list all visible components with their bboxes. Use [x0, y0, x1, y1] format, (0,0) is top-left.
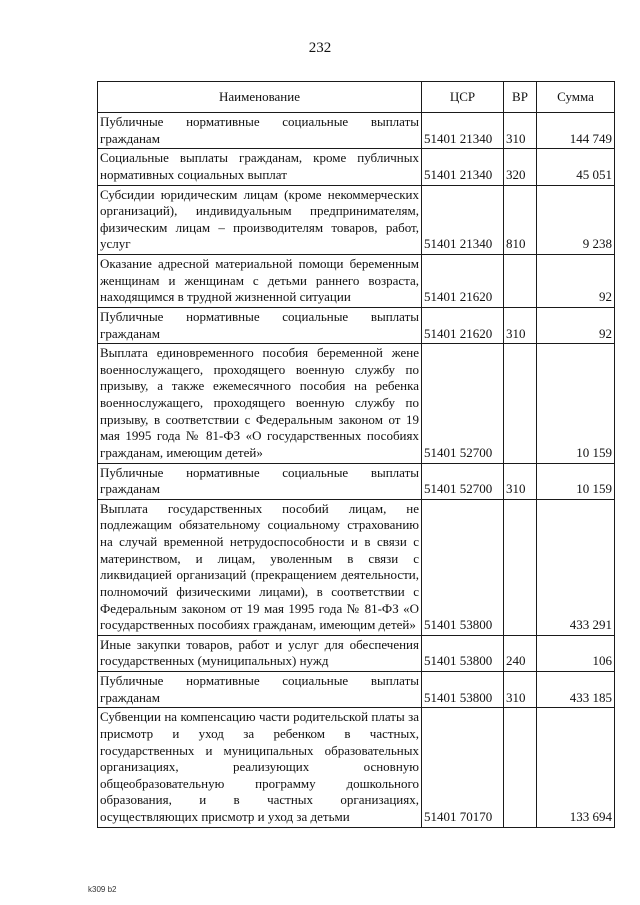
table-row — [98, 113, 615, 149]
row-sum: 433 185 — [537, 672, 615, 708]
row-vr: 310 — [504, 463, 537, 499]
header-csr: ЦСР — [422, 82, 504, 113]
table-row — [98, 344, 615, 463]
row-name: Выплата государственных пособий лицам, не подлежащим обязательному социальному страхованию на случай временной нетрудоспособности и в связи с материнством, и лицам, уволенным в связи с ликвидацией организаций (прекращением деятельности, полномочий физическими лицами), в соответствии с Федеральным законом от 19 мая 1995 года № 81-ФЗ «О государственных пособиях гражданам, имеющим детей» — [98, 499, 422, 635]
header-row — [98, 82, 615, 113]
header-sum: Сумма — [537, 82, 615, 113]
row-csr: 51401 21620 — [422, 307, 504, 343]
row-vr: 240 — [504, 635, 537, 671]
footer-code: k309 b2 — [88, 885, 117, 894]
header-name: Наименование — [98, 82, 422, 113]
row-csr: 51401 21340 — [422, 185, 504, 255]
row-sum: 144 749 — [537, 113, 615, 149]
row-vr — [504, 255, 537, 308]
row-sum: 10 159 — [537, 344, 615, 463]
row-sum: 9 238 — [537, 185, 615, 255]
row-sum: 92 — [537, 307, 615, 343]
budget-table — [97, 81, 615, 828]
row-sum: 92 — [537, 255, 615, 308]
row-name: Субвенции на компенсацию части родительской платы за присмотр и уход за ребенком в частных, государственных и муниципальных образовательных организациях, реализующих основную общеобразовательную программу дошкольного образования, и в частных организациях, осуществляющих присмотр и уход за детьми — [98, 708, 422, 827]
table-header — [98, 82, 615, 113]
table-row — [98, 672, 615, 708]
row-sum: 106 — [537, 635, 615, 671]
page-number: 232 — [308, 40, 332, 56]
row-csr: 51401 52700 — [422, 344, 504, 463]
row-sum: 45 051 — [537, 149, 615, 185]
row-vr: 310 — [504, 672, 537, 708]
table-row — [98, 307, 615, 343]
row-vr — [504, 499, 537, 635]
table-row — [98, 635, 615, 671]
table-row — [98, 708, 615, 827]
table-row — [98, 463, 615, 499]
row-name: Иные закупки товаров, работ и услуг для обеспечения государственных (муниципальных) нужд — [98, 635, 422, 671]
row-vr — [504, 344, 537, 463]
row-vr: 310 — [504, 307, 537, 343]
row-csr: 51401 53800 — [422, 499, 504, 635]
row-name: Субсидии юридическим лицам (кроме некоммерческих организаций), индивидуальным предпринимателям, физическим лицам – производителям товаров, работ, услуг — [98, 185, 422, 255]
row-csr: 51401 21620 — [422, 255, 504, 308]
table-body — [98, 113, 615, 828]
row-name: Оказание адресной материальной помощи беременным женщинам и женщинам с детьми раннего возраста, находящимся в трудной жизненной ситуации — [98, 255, 422, 308]
row-sum: 133 694 — [537, 708, 615, 827]
row-vr: 320 — [504, 149, 537, 185]
table-row — [98, 149, 615, 185]
row-sum: 10 159 — [537, 463, 615, 499]
row-name: Выплата единовременного пособия беременной жене военнослужащего, проходящего военную службу по призыву, а также ежемесячного пособия на ребенка военнослужащего, проходящего военную службу по призыву, в соответствии с Федеральным законом от 19 мая 1995 года № 81-ФЗ «О государственных пособиях гражданам, имеющим детей» — [98, 344, 422, 463]
row-csr: 51401 70170 — [422, 708, 504, 827]
row-csr: 51401 21340 — [422, 149, 504, 185]
table-row — [98, 255, 615, 308]
row-csr: 51401 52700 — [422, 463, 504, 499]
row-name: Публичные нормативные социальные выплаты гражданам — [98, 463, 422, 499]
row-csr: 51401 21340 — [422, 113, 504, 149]
row-sum: 433 291 — [537, 499, 615, 635]
row-vr: 310 — [504, 113, 537, 149]
row-name: Публичные нормативные социальные выплаты гражданам — [98, 307, 422, 343]
row-name: Публичные нормативные социальные выплаты гражданам — [98, 113, 422, 149]
header-vr: ВР — [504, 82, 537, 113]
row-name: Социальные выплаты гражданам, кроме публичных нормативных социальных выплат — [98, 149, 422, 185]
row-vr — [504, 708, 537, 827]
table-row — [98, 185, 615, 255]
row-name: Публичные нормативные социальные выплаты гражданам — [98, 672, 422, 708]
row-csr: 51401 53800 — [422, 672, 504, 708]
row-vr: 810 — [504, 185, 537, 255]
row-csr: 51401 53800 — [422, 635, 504, 671]
table-row — [98, 499, 615, 635]
